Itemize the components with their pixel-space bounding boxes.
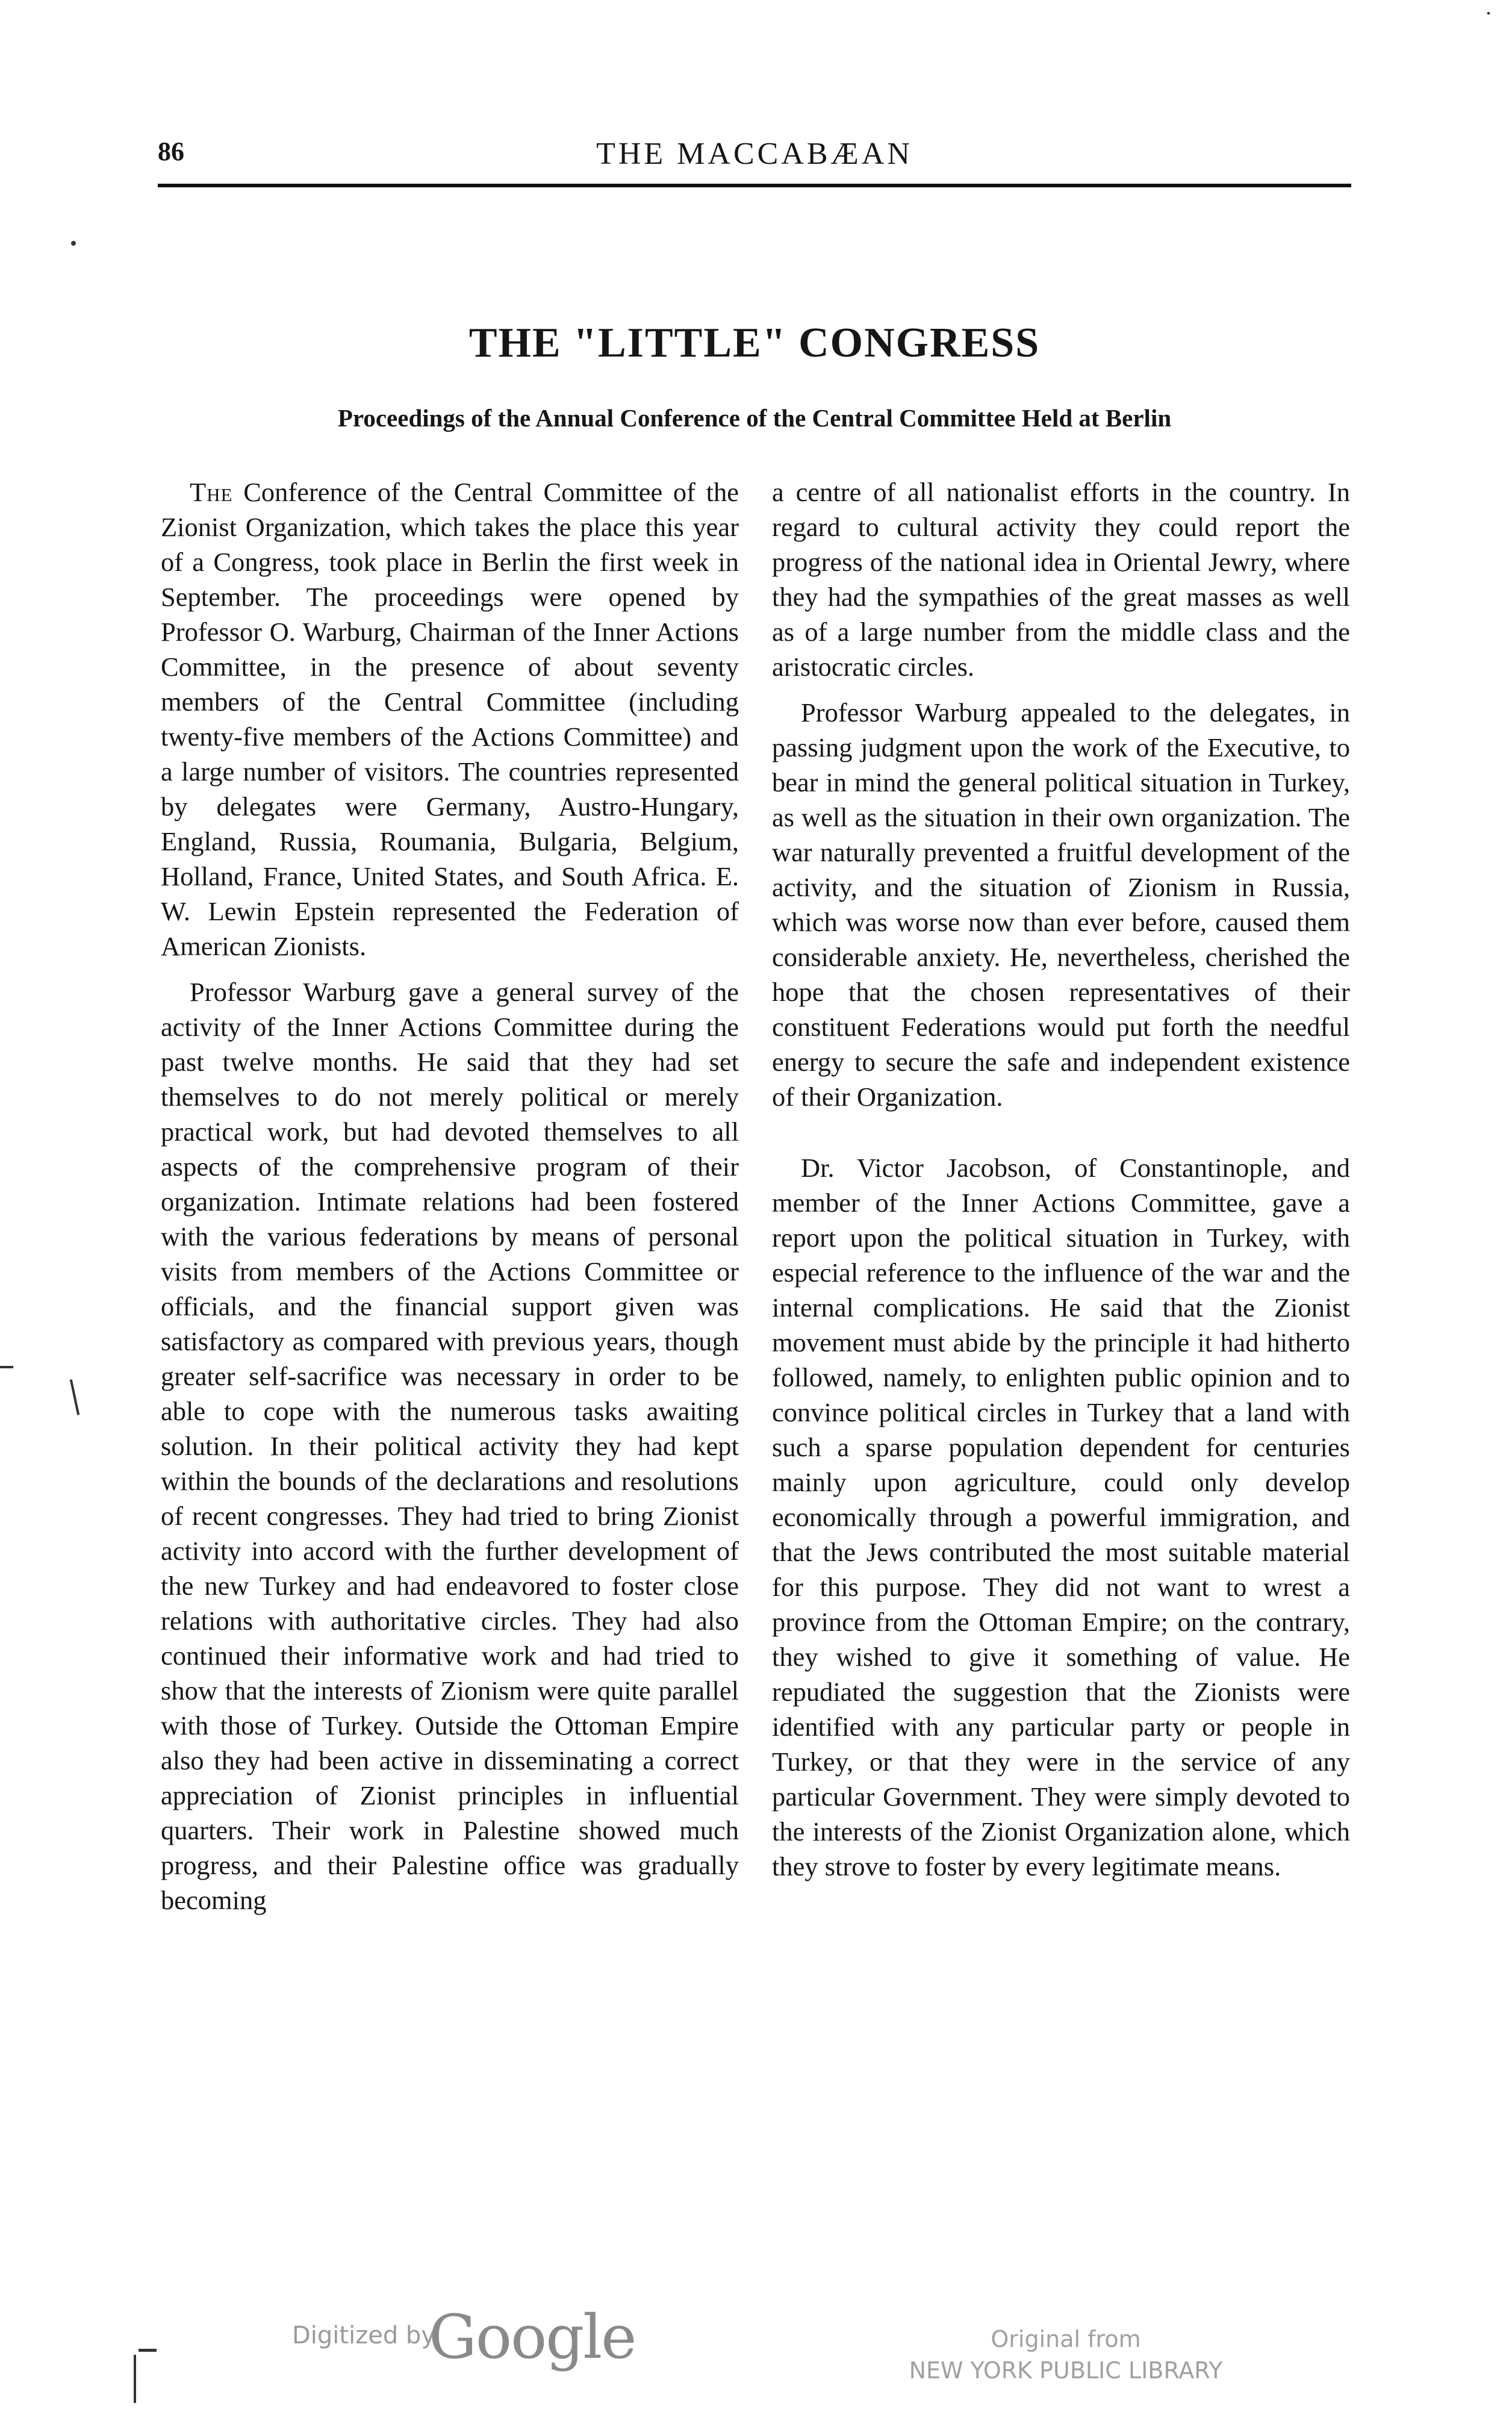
paragraph <box>161 475 739 964</box>
paragraph: Professor Warburg gave a general survey of the activity of the Inner Actions Committee during the past twelve months. He said that they had set themselves to do not merely political or merely practical work, but had devoted themselves to all aspects of the comprehensive program of their organization. Intimate relations had been fostered with the various federations by means of personal visits from members of the Actions Committee or officials, and the financial support given was satisfactory as compared with previous years, though greater self-sacrifice was necessary in order to be able to cope with the numerous tasks awaiting solution. In their political activity they had kept within the bounds of the declarations and resolutions of recent congresses. They had tried to bring Zionist activity into accord with the further development of the new Turkey and had endeavored to foster close relations with authoritative circles. They had also continued their informative work and had tried to show that the interests of Zionism were quite parallel with those of Turkey. Outside the Ottoman Empire also they had been active in disseminating a correct appreciation of Zionist principles in influential quarters. Their work in Palestine showed much progress, and their Palestine office was gradually becoming <box>161 977 739 1915</box>
page-header <box>158 136 1351 178</box>
scan-speck <box>1487 12 1490 14</box>
scan-speck <box>70 1379 79 1415</box>
article-title: THE "LITTLE" CONGRESS <box>468 320 1041 366</box>
header-rule <box>158 184 1351 187</box>
original-from-text: Original from <box>991 2326 1141 2352</box>
scan-speck <box>134 2355 136 2403</box>
library-name: NEW YORK PUBLIC LIBRARY <box>909 2357 1223 2384</box>
lead-word: The <box>190 477 233 507</box>
page-number: 86 <box>158 137 184 166</box>
right-column <box>772 475 1350 1884</box>
google-logo: Google <box>429 2302 636 2372</box>
paragraph-text: Conference of the Central Committee of the Zionist Organization, which takes the place this year of a Congress, took place in Berlin the first week in September. The proceedings were opened by Professor O. Warburg, Chairman of the Inner Actions Committee, in the presence of about seventy members of the Central Committee (including twenty-five members of the Actions Committee) and a large number of visitors. The countries represented by delegates were Germany, Austro-Hungary, England, Russia, Roumania, Bulgaria, Belgium, Holland, France, United States, and South Africa. E. W. Lewin Epstein represented the Federation of American Zionists. <box>161 477 739 961</box>
scan-speck <box>138 2349 157 2352</box>
library-credit <box>879 2323 1252 2386</box>
running-head: THE MACCABÆAN <box>596 137 913 171</box>
scan-speck <box>71 241 76 246</box>
article-subtitle: Proceedings of the Annual Conference of the Central Committee Held at Berlin <box>337 404 1172 432</box>
paragraph: Dr. Victor Jacobson, of Constantinople, and member of the Inner Actions Committee, gave a report upon the political situation in Turkey, with especial reference to the influence of the war and the internal complications. He said that the Zionist movement must abide by the principle it had hitherto followed, namely, to enlighten public opinion and to convince political circles in Turkey that a land with such a sparse population dependent for centuries mainly upon agriculture, could only develop economically through a powerful immigration, and that the Jews contributed the most suitable material for this purpose. They did not want to wrest a province from the Ottoman Empire; on the contrary, they wished to give it something of value. He repudiated the suggestion that the Zionists were identified with any particular party or people in Turkey, or that they were in the service of any particular Government. They were simply devoted to the interests of the Zionist Organization alone, which they strove to foster by every legitimate means. <box>772 1153 1350 1881</box>
digitized-by-text: Digitized by <box>292 2322 435 2349</box>
left-column <box>161 475 739 1918</box>
paragraph: a centre of all nationalist efforts in the country. In regard to cultural activity they could report the progress of the national idea in Oriental Jewry, where they had the sympathies of the great masses as well as of a large number from the middle class and the aristocratic circles. <box>772 477 1350 682</box>
scan-speck <box>0 1366 13 1368</box>
paragraph: Professor Warburg appealed to the delegates, in passing judgment upon the work of the Executive, to bear in mind the general political situation in Turkey, as well as the situation in their own organization. The war naturally prevented a fruitful development of the activity, and the situation of Zionism in Russia, which was worse now than ever before, caused them considerable anxiety. He, nevertheless, cherished the hope that the chosen representatives of their constituent Federations would put forth the needful energy to secure the safe and independent existence of their Organization. <box>772 697 1350 1112</box>
